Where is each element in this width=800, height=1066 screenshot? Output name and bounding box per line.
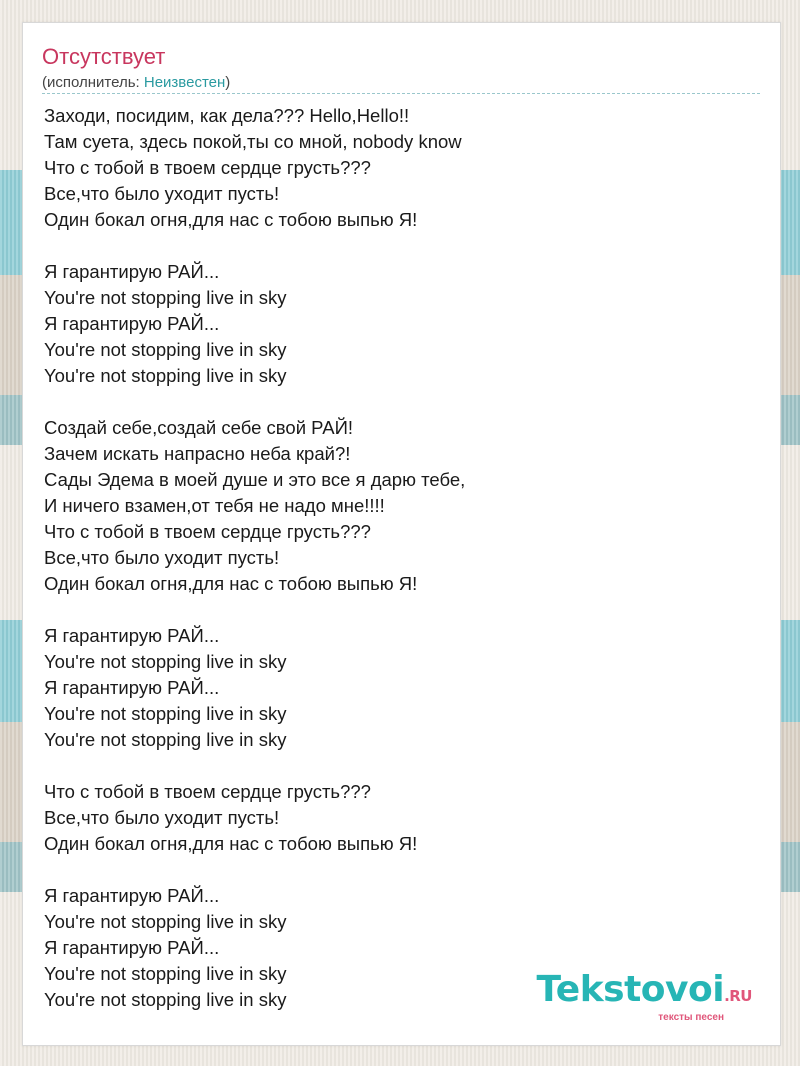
stanza bbox=[44, 415, 764, 597]
lyric-line: Там суета, здесь покой,ты со мной, nobody know bbox=[44, 131, 462, 152]
lyric-line: You're not stopping live in sky bbox=[44, 365, 287, 386]
lyric-line: Я гарантирую РАЙ... bbox=[44, 677, 220, 698]
lyric-line: Что с тобой в твоем сердце грусть??? bbox=[44, 157, 371, 178]
song-title: Отсутствует bbox=[42, 44, 166, 69]
artist-prefix: (исполнитель: bbox=[42, 74, 144, 91]
logo-tagline: тексты песен bbox=[658, 1012, 724, 1023]
lyric-line: Все,что было уходит пусть! bbox=[44, 807, 280, 828]
site-logo[interactable] bbox=[536, 969, 752, 1023]
lyric-line: You're not stopping live in sky bbox=[44, 339, 287, 360]
artist-link[interactable]: Неизвестен bbox=[143, 74, 226, 91]
lyric-line: Я гарантирую РАЙ... bbox=[44, 313, 220, 334]
stanza-gap bbox=[44, 753, 764, 779]
logo-wordmark bbox=[536, 969, 752, 1014]
logo-tld: .RU bbox=[724, 987, 752, 1005]
lyric-line: Я гарантирую РАЙ... bbox=[44, 885, 220, 906]
stanza bbox=[44, 259, 764, 389]
song-header bbox=[42, 43, 758, 93]
header-divider bbox=[42, 93, 760, 94]
lyric-line: Создай себе,создай себе свой РАЙ! bbox=[44, 417, 354, 438]
lyric-line: You're not stopping live in sky bbox=[44, 651, 287, 672]
lyric-line: You're not stopping live in sky bbox=[44, 911, 287, 932]
lyric-line: You're not stopping live in sky bbox=[44, 703, 287, 724]
lyrics-body bbox=[44, 103, 764, 1013]
lyric-line: Один бокал огня,для нас с тобою выпью Я! bbox=[44, 833, 418, 854]
lyric-line: Что с тобой в твоем сердце грусть??? bbox=[44, 521, 371, 542]
lyric-line: Сады Эдема в моей душе и это все я дарю тебе, bbox=[44, 469, 466, 490]
artist-suffix: ) bbox=[225, 74, 231, 91]
lyric-line: И ничего взамен,от тебя не надо мне!!!! bbox=[44, 495, 385, 516]
lyric-line: Один бокал огня,для нас с тобою выпью Я! bbox=[44, 573, 418, 594]
stanza bbox=[44, 623, 764, 753]
stanza-gap bbox=[44, 597, 764, 623]
stanza bbox=[44, 103, 764, 233]
stanza-gap bbox=[44, 233, 764, 259]
logo-name: Tekstovoi bbox=[536, 969, 725, 1010]
lyric-line: You're not stopping live in sky bbox=[44, 963, 287, 984]
artist-line bbox=[42, 73, 758, 93]
lyric-line: Я гарантирую РАЙ... bbox=[44, 937, 220, 958]
lyric-line: You're not stopping live in sky bbox=[44, 989, 287, 1010]
lyric-line: Я гарантирую РАЙ... bbox=[44, 261, 220, 282]
lyric-line: Я гарантирую РАЙ... bbox=[44, 625, 220, 646]
lyric-line: You're not stopping live in sky bbox=[44, 287, 287, 308]
lyric-line: Заходи, посидим, как дела??? Hello,Hello!! bbox=[44, 105, 410, 126]
stanza-gap bbox=[44, 389, 764, 415]
lyric-line: Что с тобой в твоем сердце грусть??? bbox=[44, 781, 371, 802]
lyric-line: You're not stopping live in sky bbox=[44, 729, 287, 750]
stanza-gap bbox=[44, 857, 764, 883]
lyric-line: Один бокал огня,для нас с тобою выпью Я! bbox=[44, 209, 418, 230]
lyric-line: Все,что было уходит пусть! bbox=[44, 547, 280, 568]
stanza bbox=[44, 779, 764, 857]
lyric-line: Все,что было уходит пусть! bbox=[44, 183, 280, 204]
lyrics-card bbox=[22, 22, 781, 1046]
lyric-line: Зачем искать напрасно неба край?! bbox=[44, 443, 351, 464]
